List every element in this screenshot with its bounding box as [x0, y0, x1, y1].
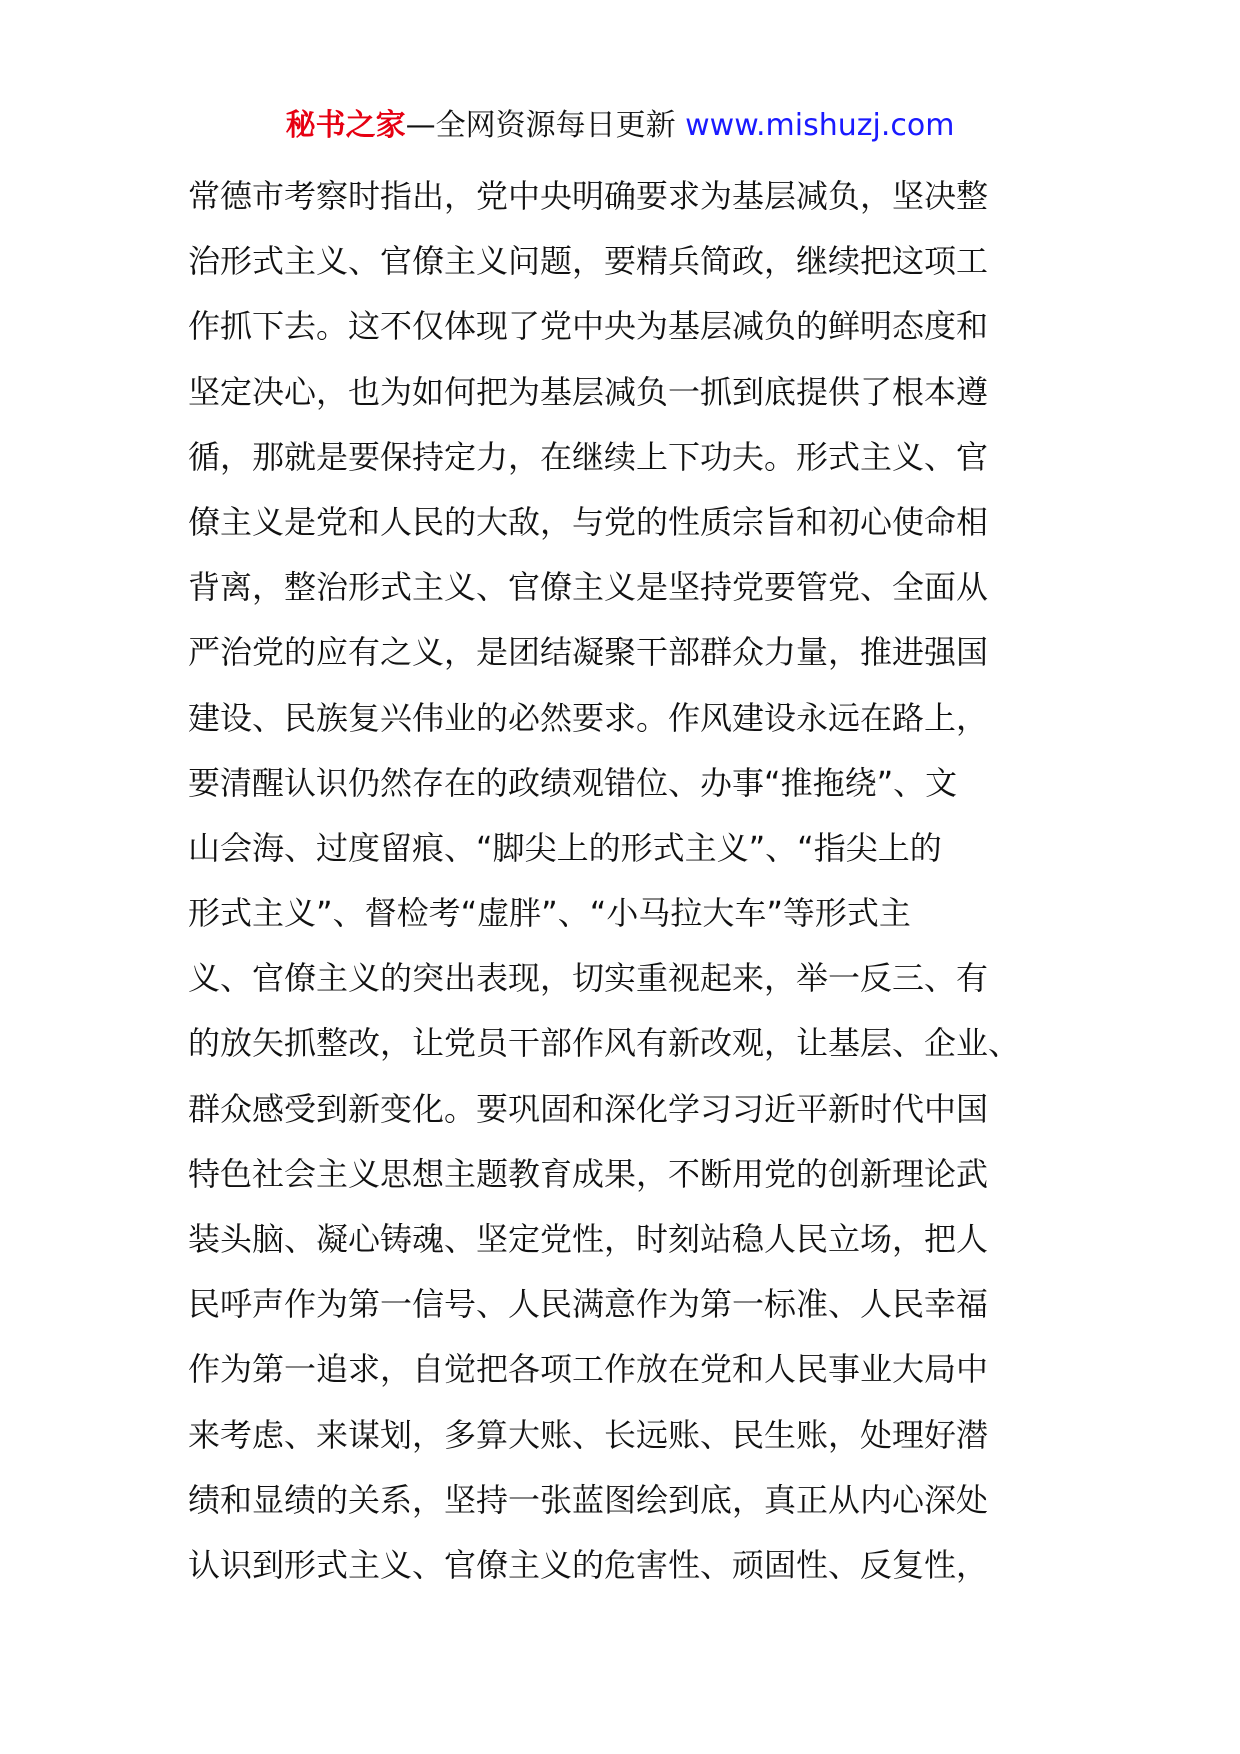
text-line: 常德市考察时指出，党中央明确要求为基层减负，坚决整	[188, 177, 989, 215]
text-line: 来考虑、来谋划，多算大账、长远账、民生账，处理好潜	[188, 1415, 989, 1454]
text-line: 群众感受到新变化。要巩固和深化学习习近平新时代中国	[188, 1089, 989, 1128]
site-url-link[interactable]: www.mishuzj.com	[685, 108, 955, 143]
text-line: 的放矢抓整改，让党员干部作风有新改观，让基层、企业、	[188, 1024, 1021, 1063]
text-line: 义、官僚主义的突出表现，切实重视起来，举一反三、有	[188, 959, 989, 998]
text-line: 治形式主义、官僚主义问题，要精兵简政，继续把这项工	[188, 242, 989, 281]
text-line: 作为第一追求，自觉把各项工作放在党和人民事业大局中	[188, 1350, 989, 1389]
text-line: 认识到形式主义、官僚主义的危害性、顽固性、反复性，	[188, 1545, 989, 1584]
header-tagline: —全网资源每日更新	[405, 108, 676, 143]
text-line: 形式主义”、督检考“虚胖”、“小马拉大车”等形式主	[188, 894, 911, 933]
text-line: 背离，整治形式主义、官僚主义是坚持党要管党、全面从	[188, 568, 989, 607]
text-line: 严治党的应有之义，是团结凝聚干部群众力量，推进强国	[188, 633, 989, 672]
text-line: 要清醒认识仍然存在的政绩观错位、办事“推拖绕”、文	[188, 763, 958, 802]
text-line: 装头脑、凝心铸魂、坚定党性，时刻站稳人民立场，把人	[188, 1220, 989, 1258]
page-header	[0, 104, 1240, 148]
article-body	[188, 164, 1068, 1598]
text-line: 作抓下去。这不仅体现了党中央为基层减负的鲜明态度和	[188, 307, 989, 346]
text-line: 民呼声作为第一信号、人民满意作为第一标准、人民幸福	[188, 1285, 989, 1324]
text-line: 绩和显绩的关系，坚持一张蓝图绘到底，真正从内心深处	[188, 1480, 989, 1519]
text-line: 特色社会主义思想主题教育成果，不断用党的创新理论武	[188, 1154, 989, 1193]
text-line: 僚主义是党和人民的大敌，与党的性质宗旨和初心使命相	[188, 502, 989, 541]
text-line: 坚定决心，也为如何把为基层减负一抓到底提供了根本遵	[188, 372, 989, 411]
text-line: 山会海、过度留痕、“脚尖上的形式主义”、“指尖上的	[188, 828, 942, 867]
text-line: 循，那就是要保持定力，在继续上下功夫。形式主义、官	[188, 437, 989, 476]
brand-name: 秘书之家	[285, 108, 406, 143]
text-line: 建设、民族复兴伟业的必然要求。作风建设永远在路上，	[188, 698, 989, 737]
